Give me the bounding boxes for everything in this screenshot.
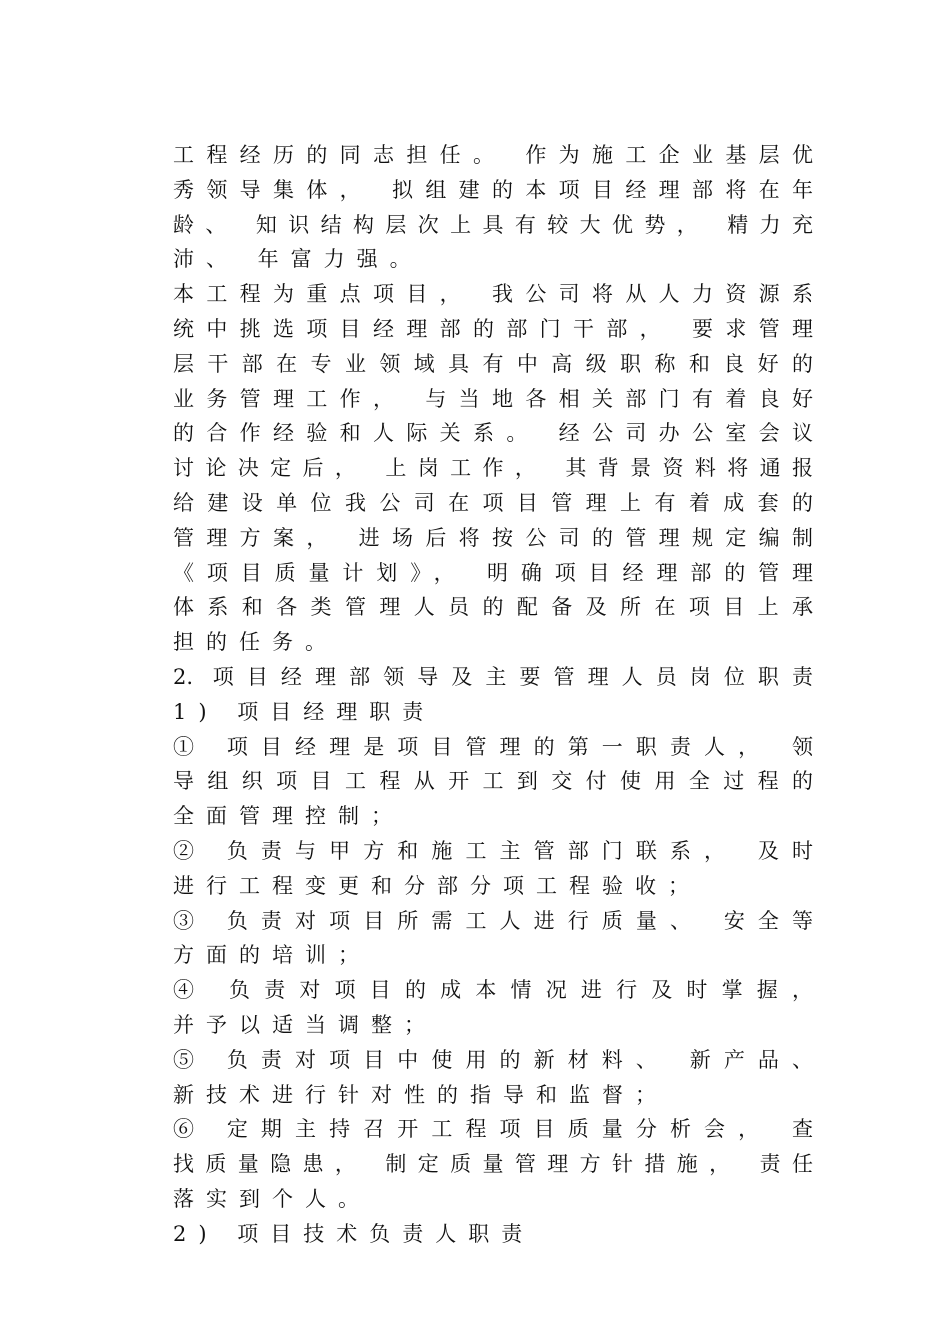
text-line: 并予以适当调整； [173, 1012, 437, 1037]
text-line: ⑥ 定期主持召开工程项目质量分析会， 查 [173, 1117, 813, 1142]
text-line: 秀领导集体， 拟组建的本项目经理部将在年 [173, 177, 813, 202]
text-line: 导组织项目工程从开工到交付使用全过程的 [173, 769, 813, 794]
text-line: ① 项目经理是项目管理的第一职责人， 领 [173, 734, 813, 759]
text-line: 工程经历的同志担任。 作为施工企业基层优 [173, 143, 813, 167]
text-line: 找质量隐患， 制定质量管理方针措施， 责任 [173, 1152, 813, 1177]
text-line: 讨论决定后， 上岗工作， 其背景资料将通报 [173, 456, 813, 481]
text-line: 《项目质量计划》， 明确项目经理部的管理 [173, 560, 813, 585]
text-line: 业务管理工作， 与当地各相关部门有着良好 [173, 386, 813, 411]
text-line: ④ 负责对项目的成本情况进行及时掌握， [173, 978, 813, 1003]
text-line: 的合作经验和人际关系。 经公司办公室会议 [173, 421, 813, 446]
text-line: 沛、 年富力强。 [173, 247, 423, 272]
text-line: 新技术进行针对性的指导和监督； [173, 1082, 668, 1107]
text-line: 进行工程变更和分部分项工程验收； [173, 873, 701, 898]
text-line: 体系和各类管理人员的配备及所在项目上承 [173, 595, 813, 620]
text-line: 2) 项目技术负责人职责 [173, 1221, 535, 1246]
text-line: 1) 项目经理职责 [173, 699, 436, 724]
document-body [173, 138, 813, 1252]
text-line: 落实到个人。 [173, 1186, 371, 1211]
text-line: 给建设单位我公司在项目管理上有着成套的 [173, 490, 813, 515]
text-line: ② 负责与甲方和施工主管部门联系， 及时 [173, 838, 813, 863]
text-line: 管理方案， 进场后将按公司的管理规定编制 [173, 525, 813, 550]
text-line: 层干部在专业领域具有中高级职称和良好的 [173, 351, 813, 376]
text-line: 方面的培训； [173, 943, 371, 968]
text-line: 2. 项目经理部领导及主要管理人员岗位职责 [173, 664, 813, 689]
text-line: ⑤ 负责对项目中使用的新材料、 新产品、 [173, 1047, 813, 1072]
text-line: ③ 负责对项目所需工人进行质量、 安全等 [173, 908, 813, 933]
text-line: 担的任务。 [173, 630, 338, 655]
text-line: 本工程为重点项目， 我公司将从人力资源系 [173, 282, 813, 307]
text-line: 统中挑选项目经理部的部门干部， 要求管理 [173, 316, 813, 341]
text-line: 全面管理控制； [173, 804, 404, 829]
text-line: 龄、 知识结构层次上具有较大优势， 精力充 [173, 212, 813, 237]
